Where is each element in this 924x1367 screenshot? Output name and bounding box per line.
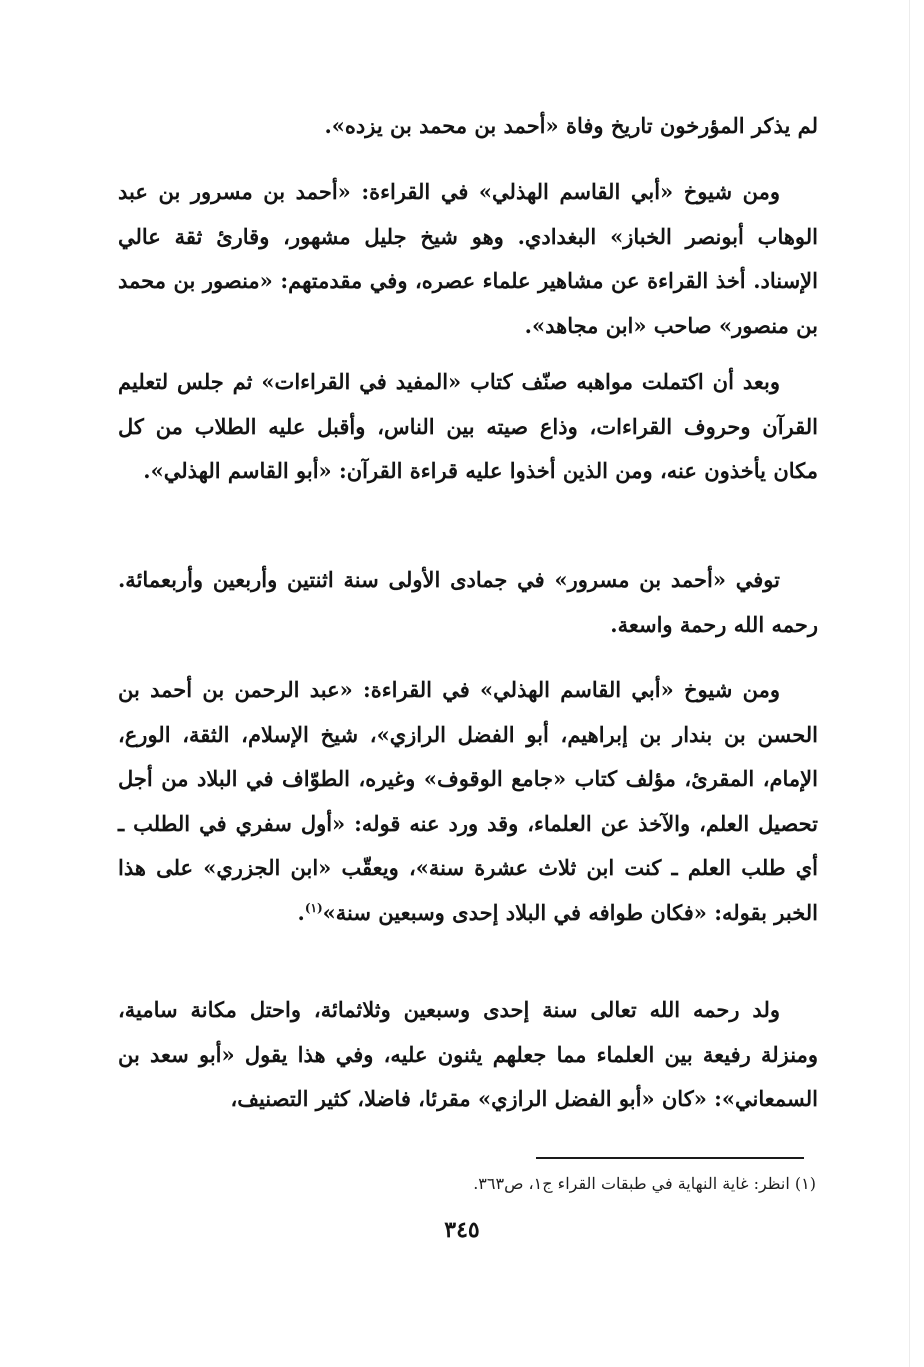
paragraph-6 [118,988,818,1144]
footnote: (١) انظر: غاية النهاية في طبقات القراء ج١، ص٣٦٣. [473,1174,816,1193]
paragraph-1-text: لم يذكر المؤرخون تاريخ وفاة «أحمد بن محمد بن يزده». [324,113,818,138]
paragraph-4-text: توفي «أحمد بن مسرور» في جمادى الأولى سنة اثنتين وأربعين وأربعمائة. رحمه الله رحمة واسعة. [118,567,818,637]
paragraph-2-text: ومن شيوخ «أبي القاسم الهذلي» في القراءة: «أحمد بن مسرور بن عبد الوهاب أبونصر الخباز» البغدادي. وهو شيخ جليل مشهور، وقارئ ثقة عالي الإسناد. أخذ القراءة عن مشاهير علماء عصره، وفي مقدمتهم: «منصور بن محمد بن منصور» صاحب «ابن مجاهد». [118,179,818,338]
paragraph-4 [118,558,818,669]
paragraph-5 [118,668,818,957]
paragraph-5-container [118,668,818,935]
page-number: ٣٤٥ [444,1217,480,1243]
paragraph-6-text: ولد رحمه الله تعالى سنة إحدى وسبعين وثلاثمائة، واحتل مكانة سامية، ومنزلة رفيعة بين العلماء مما جعلهم يثنون عليه، وفي هذا يقول «أبو سعد بن السمعاني»: «كان «أبو الفضل الرازي» مقرئا، فاضلا، كثير التصنيف، [118,997,818,1111]
paragraph-1 [118,104,818,171]
footnote-separator [536,1157,804,1159]
paragraph-5-tail: . [297,899,305,925]
paragraph-3 [118,360,818,516]
page-edge-line [909,0,910,1367]
paragraph-5-text: ومن شيوخ «أبي القاسم الهذلي» في القراءة: «عبد الرحمن بن أحمد بن الحسن بن بندار بن إبراهيم، أبو الفضل الرازي»، شيخ الإسلام، الثقة، الورع، الإمام، المقرئ، مؤلف كتاب «جامع الوقوف» وغيره، الطوّاف في البلاد من أجل تحصيل العلم، والآخذ عن العلماء، وقد ورد عنه قوله: «أول سفري في الطلب ـ أي طلب العلم ـ كنت ابن ثلاث عشرة سنة»، ويعقّب «ابن الجزري» على هذا الخبر بقوله: «فكان طوافه في البلاد إحدى وسبعين سنة» [118,677,818,925]
paragraph-3-text: وبعد أن اكتملت مواهبه صنّف كتاب «المفيد في القراءات» ثم جلس لتعليم القرآن وحروف القراءات، وذاع صيته بين الناس، وأقبل عليه الطلاب من كل مكان يأخذون عنه، ومن الذين أخذوا عليه قراءة القرآن: «أبو القاسم الهذلي». [118,369,818,483]
footnote-reference[interactable]: (١) [304,900,323,915]
paragraph-2 [118,170,818,370]
